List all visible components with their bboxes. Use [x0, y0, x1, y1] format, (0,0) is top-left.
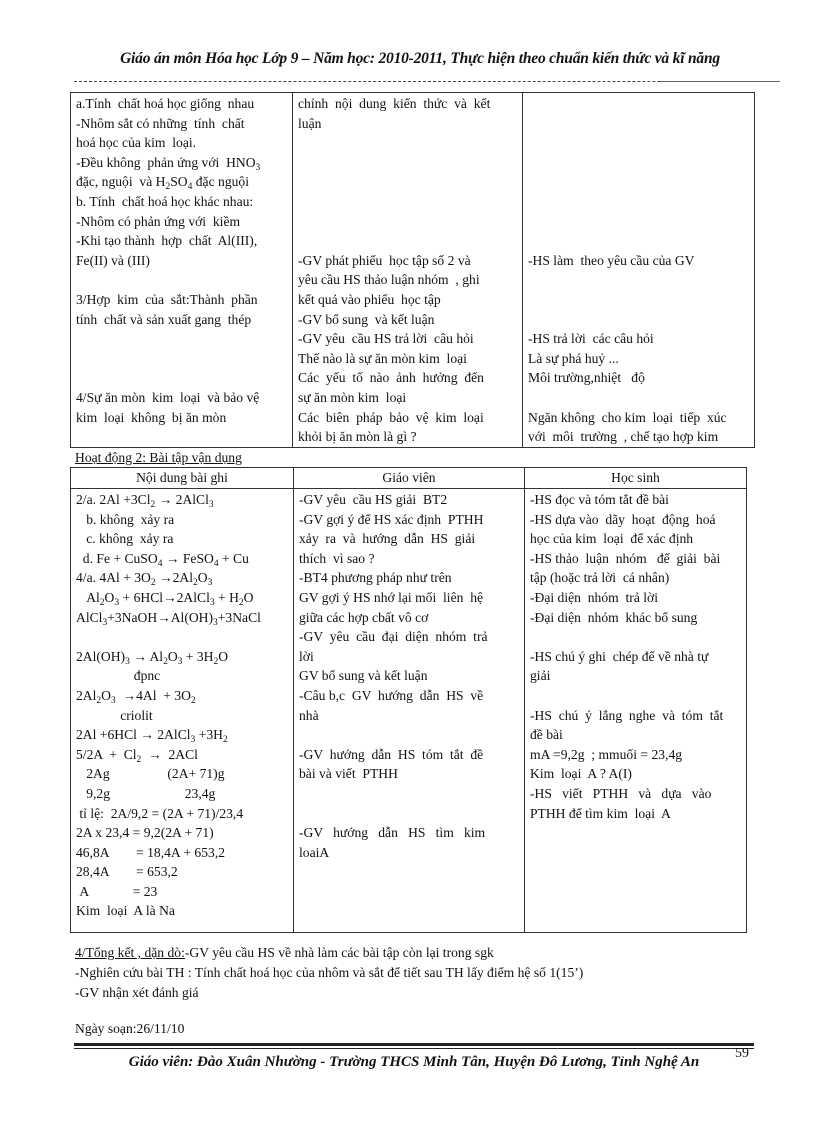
- text-line: -HS dựa vào dãy hoạt động hoá: [530, 511, 716, 527]
- text-line: loaiA: [299, 844, 330, 860]
- text-line: đặc, nguội và $H_2SO_4$ đặc nguội: [76, 174, 249, 193]
- text-line: thích vì sao ?: [299, 550, 375, 566]
- text-line: Các yếu tố nào ảnh hưởng đến: [298, 370, 484, 386]
- text-line: 2/a. $2Al +3Cl_2$ → 2AlCl$_3$: [76, 492, 214, 510]
- page-header-title: Giáo án môn Hóa học Lớp 9 – Năm học: 2010-2011, Thực hiện theo chuẩn kiến thức và kĩ năng: [120, 50, 720, 67]
- text-line: -HS chú ý ghi chép để về nhà tự: [530, 648, 709, 664]
- text-line: 2A x 23,4 = 9,2(2A + 71): [76, 825, 214, 841]
- text-line: -HS thảo luận nhóm để giải bài: [530, 550, 721, 566]
- text-line: lời: [299, 648, 314, 664]
- text-line: kết quả vào phiếu học tập: [298, 291, 441, 307]
- text-line: -GV yêu cầu HS trả lời câu hỏi: [298, 331, 474, 347]
- text-line: -HS viết PTHH và dựa vào: [530, 785, 712, 801]
- footer-divider-thick: [74, 1043, 754, 1046]
- text-line: $AlCl_3+3NaOH\to Al(OH)_3+3NaCl$: [76, 609, 261, 628]
- text-line: -Đều không phản ứng với $HNO_3$: [76, 154, 261, 173]
- text-line: 46,8A = 18,4A + 653,2: [76, 844, 226, 860]
- text-line: Fe(II) và (III): [76, 252, 150, 268]
- header-teacher: Giáo viên: [294, 468, 525, 489]
- text-line: a.Tính chất hoá học giống nhau: [76, 96, 255, 111]
- text-line: 28,4A = 653,2: [76, 864, 178, 880]
- text-line: Kim loại A là Na: [76, 903, 175, 919]
- summary-line-3: -GV nhận xét đánh giá: [75, 985, 199, 1000]
- text-line: b. Tính chất hoá học khác nhau:: [76, 193, 254, 209]
- teacher-column: [293, 93, 523, 448]
- text-line: Là sự phá huỷ ...: [528, 350, 619, 366]
- page-number: 59: [735, 1046, 749, 1061]
- exercise-student-column: [525, 489, 747, 933]
- text-line: đề bài: [530, 727, 563, 743]
- text-line: nhà: [299, 707, 319, 723]
- text-line: -HS làm theo yêu cầu của GV: [528, 252, 695, 268]
- text-line: -GV hướng dẫn HS tìm kim: [299, 825, 486, 841]
- text-line: GV gợi ý HS nhớ lại mối liên hệ: [299, 589, 484, 605]
- text-line: d. Fe + CuSO$_4$ → FeSO$_4$ + Cu: [76, 550, 249, 569]
- text-line: sự ăn mòn kim loại: [298, 389, 407, 405]
- text-line: -GV yêu cầu đại diện nhóm trả: [299, 629, 488, 645]
- text-line: yêu cầu HS thảo luận nhóm , ghi: [298, 272, 480, 288]
- text-line: mA =9,2g ; mmuối = 23,4g: [530, 746, 683, 762]
- text-line: criolit: [76, 707, 153, 723]
- text-line: tính chất và sản xuất gang thép: [76, 311, 252, 327]
- text-line: -BT4 phương pháp như trên: [299, 570, 452, 586]
- summary-label: 4/Tổng kết , dặn dò:: [75, 945, 185, 960]
- text-line: 2Al +6HCl → 2AlCl$_3$ $+3H_2$: [76, 727, 228, 746]
- text-line: -GV hướng dẫn HS tóm tắt đề: [299, 746, 484, 762]
- text-line: 2Ag (2A+ 71)g: [76, 766, 225, 782]
- text-line: Môi trường,nhiệt độ: [528, 370, 645, 386]
- text-line: -HS trả lời các câu hỏi: [528, 331, 654, 347]
- text-line: chỉnh nội dung kiến thức và kết: [298, 96, 491, 111]
- header-divider-solid: [660, 81, 780, 82]
- text-line: PTHH để tìm kim loại A: [530, 805, 671, 821]
- header-content: Nội dung bài ghi: [71, 468, 294, 489]
- summary-block: [75, 943, 583, 1003]
- text-line: -Câu b,c GV hướng dẫn HS về: [299, 687, 484, 703]
- activity-2-heading: Hoạt động 2: Bài tập vận dụng: [75, 450, 242, 465]
- text-line: GV bổ sung và kết luận: [299, 668, 428, 684]
- text-line: Thế nào là sự ăn mòn kim loại: [298, 350, 467, 366]
- summary-line-1: -GV yêu cầu HS về nhà làm các bài tập còn lại trong sgk: [184, 945, 494, 960]
- text-line: A = 23: [76, 883, 158, 899]
- text-line: 9,2g 23,4g: [76, 785, 216, 801]
- footer-divider-thin: [74, 1048, 754, 1049]
- text-line: 3/Hợp kim của sắt:Thành phần: [76, 291, 258, 307]
- text-line: $2Al_2O_3 \to 4Al + 3O_2$: [76, 687, 196, 706]
- text-line: $Al_2O_3$ + 6HCl→2AlCl$_3$ + $H_2O$: [76, 589, 254, 608]
- text-line: -HS đọc và tóm tắt đề bài: [530, 492, 669, 507]
- text-line: khỏi bị ăn mòn là gì ?: [298, 429, 417, 445]
- exercise-teacher-column: [294, 489, 525, 933]
- text-line: -GV yêu cầu HS giải BT2: [299, 492, 448, 507]
- text-line: -GV bổ sung và kết luận: [298, 311, 435, 327]
- activity-table-continued: [70, 92, 755, 448]
- text-line: Các biên pháp bảo vệ kim loại: [298, 409, 484, 425]
- text-line: Ngăn không cho kim loại tiếp xúc: [528, 409, 727, 425]
- text-line: $2Al(OH)_3 \to Al_2O_3 + 3H_2O$: [76, 648, 229, 667]
- text-line: xảy ra và hướng dẫn HS giải: [299, 531, 476, 547]
- header-student: Học sinh: [525, 468, 747, 489]
- activity-2-table: [70, 467, 747, 933]
- text-line: luận: [298, 115, 322, 131]
- text-line: đpnc: [76, 668, 161, 684]
- text-line: kim loại không bị ăn mòn: [76, 409, 227, 425]
- text-line: tập (hoặc trả lời cá nhân): [530, 570, 670, 586]
- footer-author: Giáo viên: Đào Xuân Nhường - Trường THCS Minh Tân, Huyện Đô Lương, Tỉnh Nghệ An: [128, 1054, 700, 1070]
- text-line: 4/Sự ăn mòn kim loại và bảo vệ: [76, 389, 260, 405]
- text-line: tỉ lệ: 2A/9,2 = (2A + 71)/23,4: [76, 805, 244, 821]
- text-line: b. không xảy ra: [76, 511, 175, 527]
- text-line: học của kim loại để xác định: [530, 531, 694, 547]
- content-column: [71, 93, 293, 448]
- text-line: -Nhôm có phản ứng với kiềm: [76, 213, 241, 229]
- text-line: -GV gợi ý để HS xác định PTHH: [299, 511, 484, 527]
- text-line: 4/a. $4Al + 3O_2 \to 2Al_2O_3$: [76, 570, 213, 589]
- text-line: -GV phát phiếu học tập số 2 và: [298, 252, 471, 268]
- text-line: $5/2A + Cl_2 \to 2ACl$: [76, 746, 198, 765]
- text-line: -HS chú ý lắng nghe và tóm tắt: [530, 707, 724, 723]
- text-line: giữa các hợp cbất vô cơ: [299, 609, 429, 625]
- prepared-date: Ngày soạn:26/11/10: [75, 1021, 185, 1036]
- summary-line-2: -Nghiên cứu bài TH : Tính chất hoá học của nhôm và sắt để tiết sau TH lấy điểm hệ số 1(15’): [75, 965, 584, 980]
- text-line: -Đại diện nhóm khác bổ sung: [530, 609, 698, 625]
- text-line: -Đại diện nhóm trả lời: [530, 589, 658, 605]
- text-line: -Nhôm sắt có những tính chất: [76, 115, 245, 131]
- text-line: hoá học của kim loại.: [76, 135, 197, 151]
- exercise-content-column: [71, 489, 294, 933]
- text-line: Kim loại A ? A(I): [530, 766, 632, 782]
- text-line: bài và viết PTHH: [299, 766, 398, 782]
- text-line: với môi trường , chế tạo hợp kim: [528, 429, 719, 445]
- text-line: giải: [530, 668, 551, 684]
- text-line: c. không xảy ra: [76, 531, 174, 547]
- student-column: [523, 93, 755, 448]
- text-line: -Khi tạo thành hợp chất Al(III),: [76, 233, 258, 249]
